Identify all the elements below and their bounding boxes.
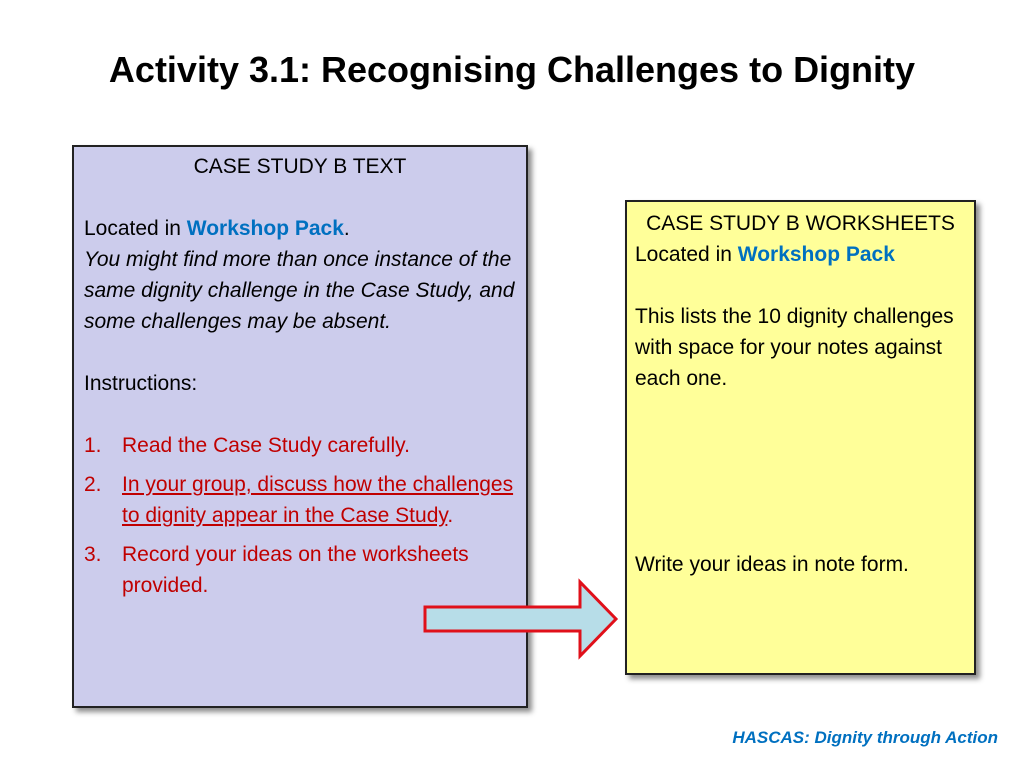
step-text-wrapper (122, 469, 516, 531)
step-text-suffix: . (447, 504, 454, 527)
step-text: Read the Case Study carefully. (122, 434, 410, 457)
step-number: 2. (84, 473, 102, 496)
footer-brand: HASCAS: Dignity through Action (732, 728, 998, 747)
case-study-worksheets-box (625, 200, 976, 675)
right-workshop-pack-link: Workshop Pack (737, 243, 895, 266)
right-located-line (635, 239, 966, 270)
instruction-step-1 (84, 430, 516, 461)
slide-title: Activity 3.1: Recognising Challenges to Dignity (108, 49, 916, 90)
case-study-text-heading: CASE STUDY B TEXT (193, 155, 407, 178)
instruction-step-2 (84, 469, 516, 531)
step-number: 1. (84, 434, 102, 457)
right-arrow-icon (423, 578, 619, 660)
instructions-label: Instructions: (84, 372, 198, 395)
left-located-suffix: . (343, 217, 350, 240)
step-text: Record your ideas on the worksheets provided. (122, 543, 469, 597)
right-located-prefix: Located in (635, 243, 738, 266)
left-located-prefix: Located in (84, 217, 187, 240)
write-note-instruction: Write your ideas in note form. (635, 553, 909, 576)
italic-note: You might find more than once instance of the same dignity challenge in the Case Study, and some challenges may be absent. (84, 248, 515, 333)
left-located-line (84, 213, 516, 244)
step-text: In your group, discuss how the challenges to dignity appear in the Case Study (122, 473, 514, 527)
left-workshop-pack-link: Workshop Pack (186, 217, 344, 240)
instruction-steps (84, 430, 516, 601)
worksheets-heading: CASE STUDY B WORKSHEETS (646, 212, 955, 235)
worksheets-description: This lists the 10 dignity challenges with space for your notes against each one. (635, 305, 954, 390)
step-number: 3. (84, 543, 102, 566)
